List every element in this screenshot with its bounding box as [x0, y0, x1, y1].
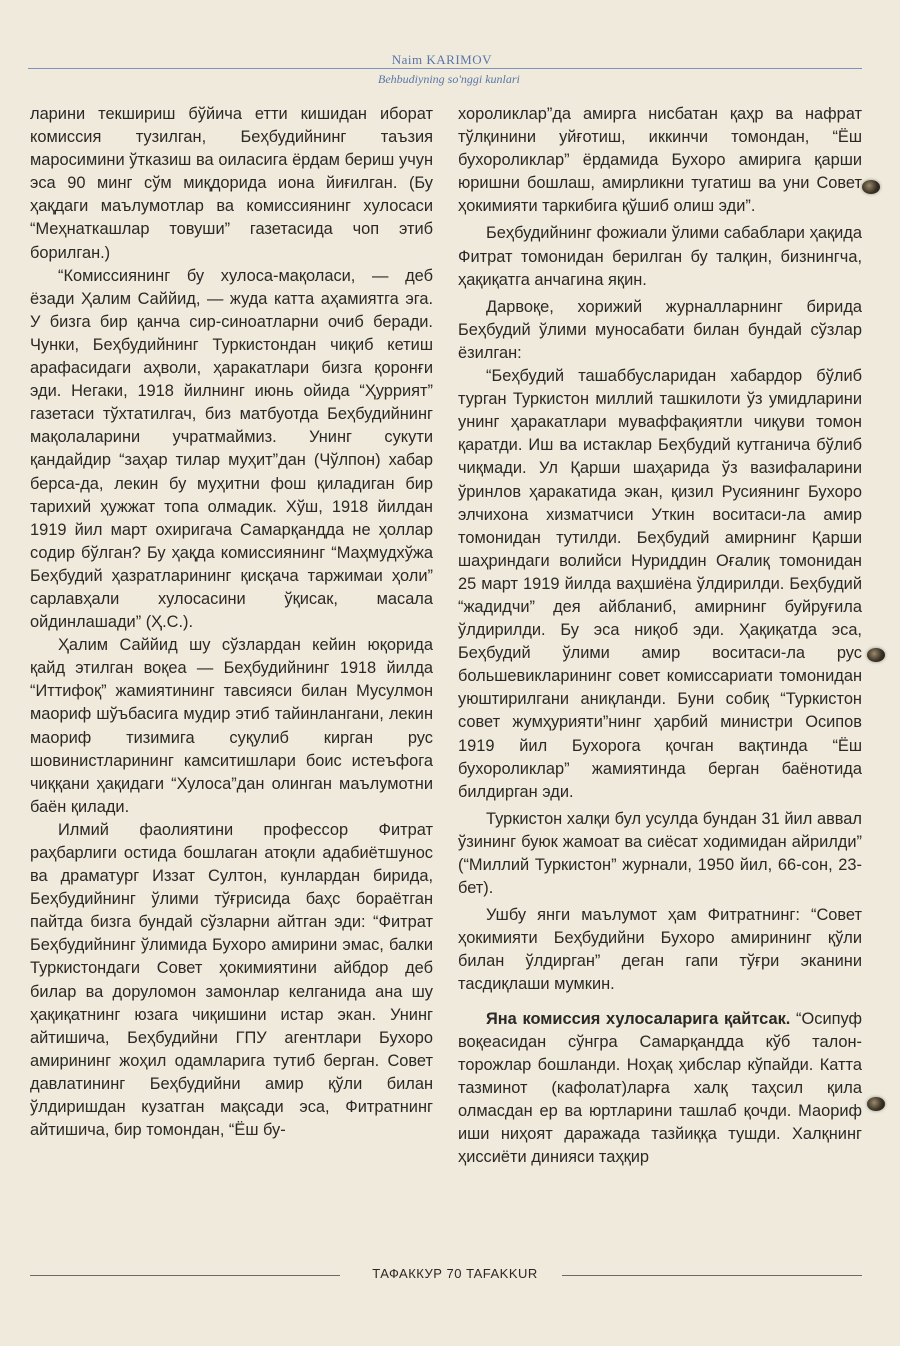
paragraph: Ҳалим Саййид шу сўзлардан кейин юқорида қайд этилган воқеа — Беҳбудийнинг 1918 йилда “Иттифоқ” жамиятининг тавсияси билан Мусулмон маориф шўъбасига мудир этиб тайинлангани, лекин маориф тизимига суқулиб кирган рус шовинистларининг камситишлари боис истеъфога чиққани ҳақидаги “Хулоса”дан олинган маълумотни баён қилади. [30, 636, 433, 816]
paragraph: Илмий фаолиятини профессор Фитрат раҳбарлиги остида бошлаган атоқли адабиётшунос ва драматург Иззат Султон, кунлардан бирида, Беҳбудийнинг ўлими тўғрисида баҳс бораётган пайтда бизга бундай сўзларни айтган эди: “Фитрат Беҳбудийнинг ўлимида Бухоро амирини эмас, балки Туркистондаги Совет ҳокимиятини айбдор деб билар ва доруломон замонлар келганида ана шу ҳақиқатнинг юзага чиқишини истар экан. Унинг айтишича, Беҳбудийни ГПУ агентлари Бухоро амирининг жоҳил одамларига тутиб берган. Совет давлатининг Беҳбудийни амир қўли билан ўлдиришдан кузатган мақсади эса, Фитратнинг айтишича, бир томондан, “Ёш бу- [30, 820, 433, 1140]
footer-text: ТАФАККУР 70 TAFAKKUR [372, 1266, 538, 1281]
bold-lead-in: Яна комиссия хулосаларига қайтсак. [486, 1009, 791, 1028]
paragraph-text: “Осипуф воқеасидан сўнгра Самарқандда кўб талон-торожлар бошланди. Ноҳақ ҳибслар кўпайди. Катта тазминот (кафолат)ларға халқ таҳсил қила олмасдан ер ва юртларини ташлаб қочди. Маориф иши ниҳоят даражада тазйиққа тушди. Халқнинг ҳиссиёти динияси таҳқир [458, 1009, 862, 1167]
paragraph: “Беҳбудий ташаббусларидан хабардор бўлиб турган Туркистон миллий ташкилоти ўз умидларини унинг ҳаракатлари муваффақиятли чиқуви томон қаратди. Иш ва истаклар Беҳбудий кутганича бўлиб чиқмади. Ул Қарши шаҳарида ўз вазифаларини ўринлов ҳаракатида экан, қизил Русиянинг Бухоро элчихона хизматчиси Уткин воситаси-ла амир томонидан тутилди. Беҳбудий амирнинг Қарши шаҳриндаги волийси Нуриддин Оғалиқ томонидан 25 март 1919 йилда ваҳшиёна ўлдирилди. Беҳбудий “жадидчи” дея айбланиб, амирнинг буйруғила ўлдирилди. Бу эса ниқоб эди. Ҳақиқатда эса, Беҳбудий ўлими амир воситаси-ла рус большевикларининг совет комиссариати томонидан уюштирилгани аниқланди. Буни собиқ “Туркистон совет жумҳурияти”нинг ҳарбий министри Осипов 1919 йил Бухорога қочган вақтинда “Ёш бухороликлар” жамиятинда берган баёнотида билдирган эди. [458, 367, 862, 801]
header-rule [28, 68, 862, 69]
paragraph: ларини текшириш бўйича етти кишидан иборат комиссия тузилган, Беҳбудийнинг таъзия маросимини ўтказиш ва оиласига ёрдам бериш учун эса 90 минг сўм миқдорида иона йиғилган. (Бу ҳақдаги маълумотлар ва комиссиянинг хулосаси “Меҳнаткашлар товуши” газетасида чоп этиб борилган.) [30, 105, 433, 262]
header-subtitle: Behbudiyning so'nggi kunlari [378, 72, 520, 86]
staple-hole-icon [862, 180, 880, 194]
header-author: Naim KARIMOV [391, 52, 492, 67]
paragraph: Дарвоқе, хорижий журналларнинг бирида Беҳбудий ўлими муносабати билан бундай сўзлар ёзилган: [458, 297, 862, 362]
paragraph: Туркистон халқи бул усулда бундан 31 йил аввал ўзининг буюк жамоат ва сиёсат ходимидан айрилди” (“Миллий Туркистон” журнали, 1950 йил, 66-сон, 23-бет). [458, 809, 862, 898]
paragraph: Беҳбудийнинг фожиали ўлими сабаблари ҳақида Фитрат томонидан берилган бу талқин, бизнингча, ҳақиқатга анчагина яқин. [458, 224, 862, 289]
paragraph [458, 1008, 862, 1170]
paragraph: “Комиссиянинг бу хулоса-мақоласи, — деб ёзади Ҳалим Саййид, — жуда катта аҳамиятга эга. У бизга бир қанча сир-синоатларни очиб беради. Чунки, Беҳбудийнинг Туркистондан чиқиб кетиш арафасидаги аҳволи, ҳаракатлари бизга қоронғи эди. Негаки, 1918 йилнинг июнь ойида “Ҳуррият” газетаси тўхтатилгач, биз матбуотда Беҳбудийнинг мақолаларини учратмаймиз. Унинг сукути қандайдир “заҳар тилар муҳит”дан (Чўлпон) хабар берса-да, лекин бу муҳитни фош қиладиган бир тарихий ҳужжат топа олмадик. Хўш, 1918 йилдан 1919 йил март охиригача Самарқандда не ҳоллар содир бўлган? Бу ҳақда комиссиянинг “Маҳмудхўжа Беҳбудий ҳазратларининг қисқача таржимаи ҳоли” сарлавҳали хулосасини ўқисак, масала ойдинлашади” (Ҳ.С.). [30, 266, 433, 632]
paragraph: хороликлар”да амирга нисбатан қаҳр ва нафрат тўлқинини уйғотиш, иккинчи томондан, “Ёш бухороликлар” ёрдамида Бухоро амирига қарши юришни бошлаш, амирликни тугатиш ва уни Совет ҳокимияти таркибига қўшиб олиш эди”. [458, 105, 862, 216]
footer-rule [562, 1275, 862, 1276]
paragraph: Ушбу янги маълумот ҳам Фитратнинг: “Совет ҳокимияти Беҳбудийни Бухоро амирининг қўли билан ўлдирган” деган гапи тўғри эканини тасдиқлаши мумкин. [458, 906, 862, 994]
staple-hole-icon [867, 1097, 885, 1111]
staple-hole-icon [867, 648, 885, 662]
right-column [458, 103, 862, 1169]
left-column [30, 103, 433, 1142]
page-footer [30, 1266, 862, 1286]
footer-rule [30, 1275, 340, 1276]
running-header [28, 52, 862, 92]
